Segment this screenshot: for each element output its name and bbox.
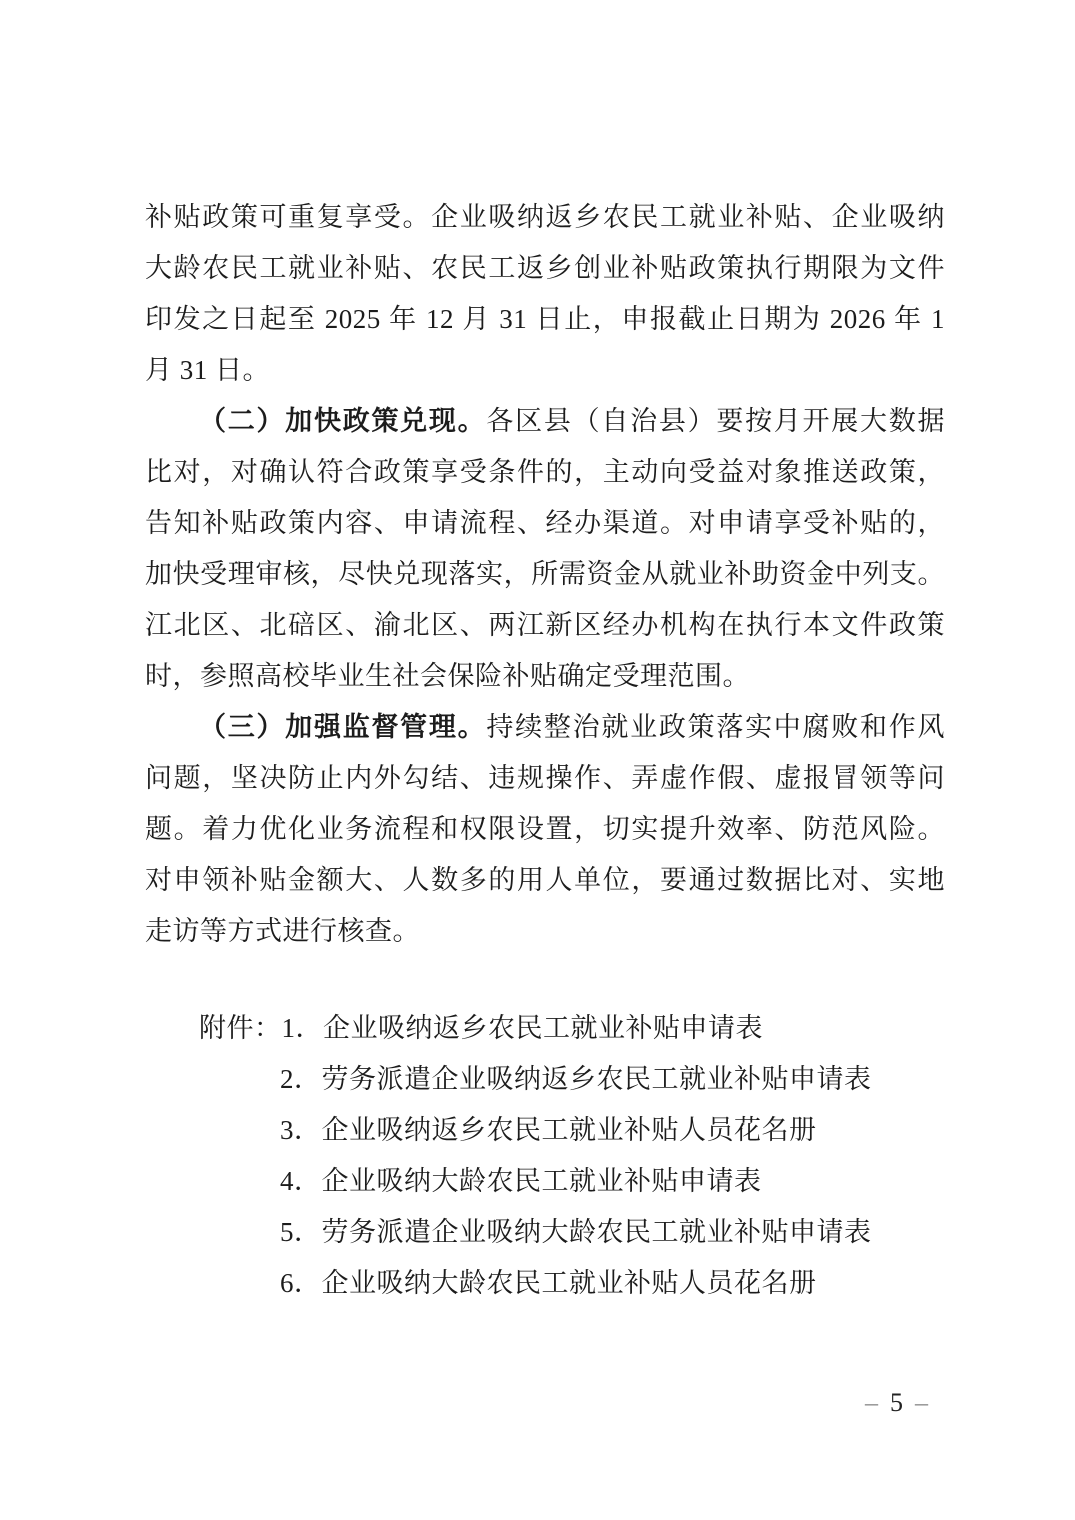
- page-number-value: 5: [890, 1388, 905, 1417]
- text-line: 加快受理审核，尽快兑现落实，所需资金从就业补助资金中列支。: [145, 559, 945, 589]
- attachment-item: 2．劳务派遣企业吸纳返乡农民工就业补贴申请表: [280, 1064, 872, 1094]
- section-text: 持续整治就业政策落实中腐败和作风: [486, 712, 946, 742]
- attachment-item: 4．企业吸纳大龄农民工就业补贴申请表: [280, 1166, 762, 1196]
- section-heading: （三）加强监督管理。: [199, 712, 487, 742]
- paragraph-1: [145, 192, 945, 396]
- text-line: 对申领补贴金额大、人数多的用人单位，要通过数据比对、实地: [145, 865, 945, 895]
- attachment-item: 3．企业吸纳返乡农民工就业补贴人员花名册: [280, 1115, 817, 1145]
- text-line: 大龄农民工就业补贴、农民工返乡创业补贴政策执行期限为文件: [145, 253, 945, 283]
- page-number-dash-right: –: [915, 1388, 930, 1417]
- attachment-label: 附件：: [199, 1013, 282, 1043]
- paragraph-3: [145, 702, 945, 957]
- page-number-dash-left: –: [865, 1388, 880, 1417]
- text-line: 走访等方式进行核查。: [145, 916, 420, 946]
- text-line: 补贴政策可重复享受。企业吸纳返乡农民工就业补贴、企业吸纳: [145, 202, 945, 232]
- attachment-item-text: 1．企业吸纳返乡农民工就业补贴申请表: [281, 1013, 763, 1043]
- section-heading: （二）加快政策兑现。: [199, 406, 487, 436]
- attachment-item: 6．企业吸纳大龄农民工就业补贴人员花名册: [280, 1268, 817, 1298]
- attachment-item: [145, 1003, 945, 1054]
- text-line: 题。着力优化业务流程和权限设置，切实提升效率、防范风险。: [145, 814, 945, 844]
- text-line: [145, 702, 945, 753]
- text-line: 问题，坚决防止内外勾结、违规操作、弄虚作假、虚报冒领等问: [145, 763, 945, 793]
- text-line: [145, 396, 945, 447]
- attachment-item: 5．劳务派遣企业吸纳大龄农民工就业补贴申请表: [280, 1217, 872, 1247]
- page-number: [865, 1388, 930, 1418]
- text-line: 时，参照高校毕业生社会保险补贴确定受理范围。: [145, 661, 750, 691]
- paragraph-2: [145, 396, 945, 702]
- text-line: 告知补贴政策内容、申请流程、经办渠道。对申请享受补贴的，: [145, 508, 945, 538]
- section-text: 各区县（自治县）要按月开展大数据: [486, 406, 946, 436]
- document-body: [145, 192, 945, 1309]
- text-line: 江北区、北碚区、渝北区、两江新区经办机构在执行本文件政策: [145, 610, 945, 640]
- text-line: 印发之日起至 2025 年 12 月 31 日止，申报截止日期为 2026 年 1: [145, 304, 945, 334]
- text-line: 月 31 日。: [145, 355, 270, 385]
- attachment-list: [145, 1003, 945, 1309]
- text-line: 比对，对确认符合政策享受条件的，主动向受益对象推送政策，: [145, 457, 945, 487]
